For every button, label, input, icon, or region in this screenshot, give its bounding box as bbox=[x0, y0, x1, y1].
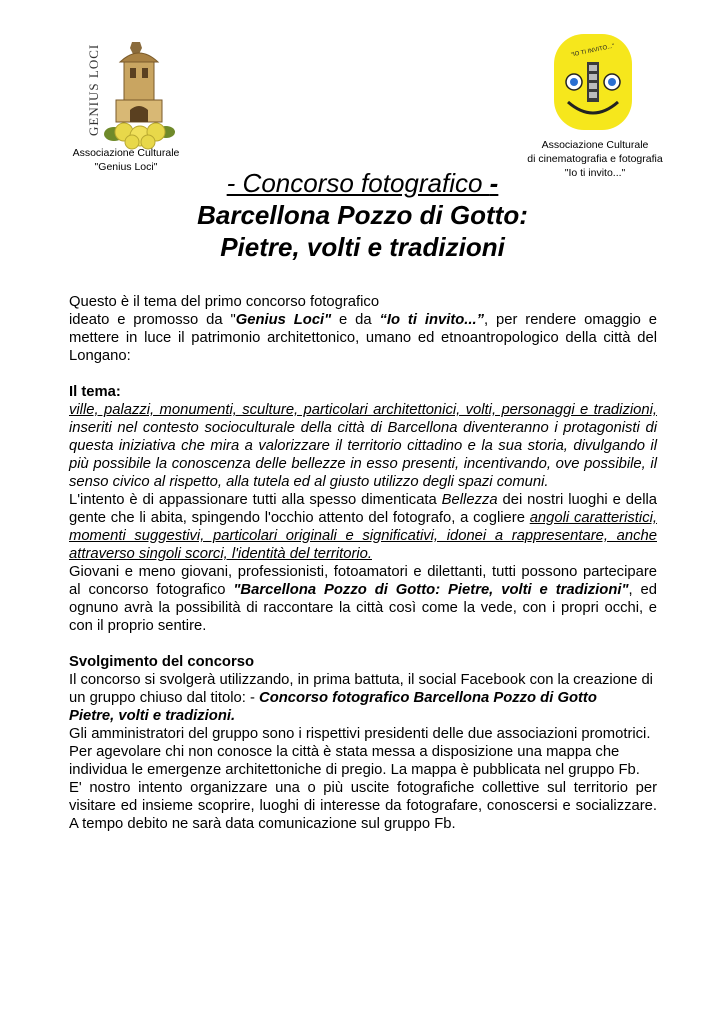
tema-paragraph bbox=[69, 401, 657, 491]
right-assoc-line: Associazione Culturale bbox=[541, 139, 649, 151]
intent-paragraph bbox=[69, 491, 657, 563]
title-block bbox=[0, 199, 725, 263]
svolgimento-paragraph bbox=[69, 671, 657, 707]
tema-text: inseriti nel contesto socioculturale della città di Barcellona diventeranno i protagonisti di questa iniziativa che mira a valorizzare il territorio cittadino e la sua storia, divulgando il più possibile la conoscenza delle bellezze in esso presenti, incentivando, ove possibile, il senso civico al rispetto, alla tutela ed al giusto utilizzo degli spazi comuni. bbox=[69, 420, 657, 490]
admins-paragraph: Gli amministratori del gruppo sono i rispettivi presidenti delle due associazioni promotrici. bbox=[69, 726, 651, 742]
svolgimento-text: , in prima battuta, bbox=[289, 672, 404, 688]
intro-text: ideato e promosso da " bbox=[69, 312, 236, 328]
intro-text: , per rendere omaggio e mettere in luce il patrimonio architettonico, umano ed etnoantropologico della città del Longano: bbox=[69, 312, 658, 364]
title-contest-label: - Concorso fotografico bbox=[226, 168, 490, 198]
intent-text: dei nostri luoghi e della gente che li abita, spingendo l'occhio attento del fotografo, a cogliere bbox=[69, 492, 657, 526]
io-ti-invito-logo bbox=[552, 32, 634, 132]
io-ti-invito-logo-text: "IO TI INVITO..." bbox=[570, 43, 615, 59]
genius-loci-name: Genius Loci" bbox=[235, 312, 332, 328]
right-assoc-line: di cinematografia e fotografia bbox=[527, 153, 663, 165]
group-title: Concorso fotografico Barcellona Pozzo di Gotto bbox=[259, 690, 597, 706]
participants-text: , ed ognuno avrà la possibilità di raccontare la città così come la vede, con i propri occhi, e con il proprio sentire. bbox=[69, 582, 657, 634]
bellezza-word: Bellezza bbox=[441, 492, 498, 508]
title-line-1 bbox=[0, 168, 725, 199]
contest-title-inline: "Barcellona Pozzo di Gotto: Pietre, volti e tradizioni" bbox=[233, 582, 629, 598]
svolgimento-heading: Svolgimento del concorso bbox=[69, 654, 254, 670]
map-paragraph: Per agevolare chi non conosce la città è stata messa a disposizione una mappa che individua le emergenze architettoniche di pregio. La mappa è pubblicata nel gruppo Fb. bbox=[69, 744, 640, 778]
intro-paragraph bbox=[69, 311, 657, 365]
participants-paragraph bbox=[69, 563, 657, 635]
right-assoc-line: "Io ti invito..." bbox=[564, 167, 626, 179]
document-body bbox=[69, 293, 657, 833]
genius-loci-logo bbox=[80, 38, 176, 150]
participants-text: Giovani e meno giovani, professionisti, fotoamatori e dilettanti, tutti possono partecipare al concorso fotografico bbox=[69, 564, 657, 598]
intent-text: L'intento è di appassionare tutti alla spesso dimenticata bbox=[69, 492, 442, 508]
genius-loci-logo-text: GENIUS LOCI bbox=[86, 43, 101, 136]
left-assoc-line: Associazione Culturale bbox=[72, 147, 180, 159]
tema-heading: Il tema: bbox=[69, 384, 121, 400]
title-line-3: Pietre, volti e tradizioni bbox=[220, 232, 505, 262]
intent-underlined: angoli caratteristici, momenti suggestivi, particolari originali e significativi, idonei a rappresentare, anche attraverso singoli scorci, l'identità del territorio. bbox=[69, 510, 657, 562]
group-title-line-2: Pietre, volti e tradizioni. bbox=[69, 708, 236, 724]
intro-text: e da bbox=[331, 312, 380, 328]
title-line-2: Barcellona Pozzo di Gotto: bbox=[197, 200, 528, 230]
left-assoc-line: "Genius Loci" bbox=[94, 161, 158, 173]
tema-subjects: ville, palazzi, monumenti, sculture, particolari architettonici, volti, personaggi e tradizioni, bbox=[69, 402, 657, 418]
title-dash: - bbox=[489, 168, 499, 198]
io-ti-invito-name: “Io ti invito...” bbox=[379, 312, 485, 328]
svolgimento-text: Il concorso si svolgerà utilizzando bbox=[69, 672, 290, 688]
outings-paragraph: E' nostro intento organizzare una o più uscite fotografiche collettive sul territorio per visitare ed insieme scoprire, luoghi di interesse da fotografare, conoscersi e socializzare. A tempo debito ne sarà data comunicazione sul gruppo Fb. bbox=[69, 780, 657, 832]
intro-line: Questo è il tema del primo concorso fotografico bbox=[69, 294, 380, 310]
svolgimento-text: il social Facebook con la creazione di un gruppo chiuso dal titolo: - bbox=[69, 672, 653, 706]
